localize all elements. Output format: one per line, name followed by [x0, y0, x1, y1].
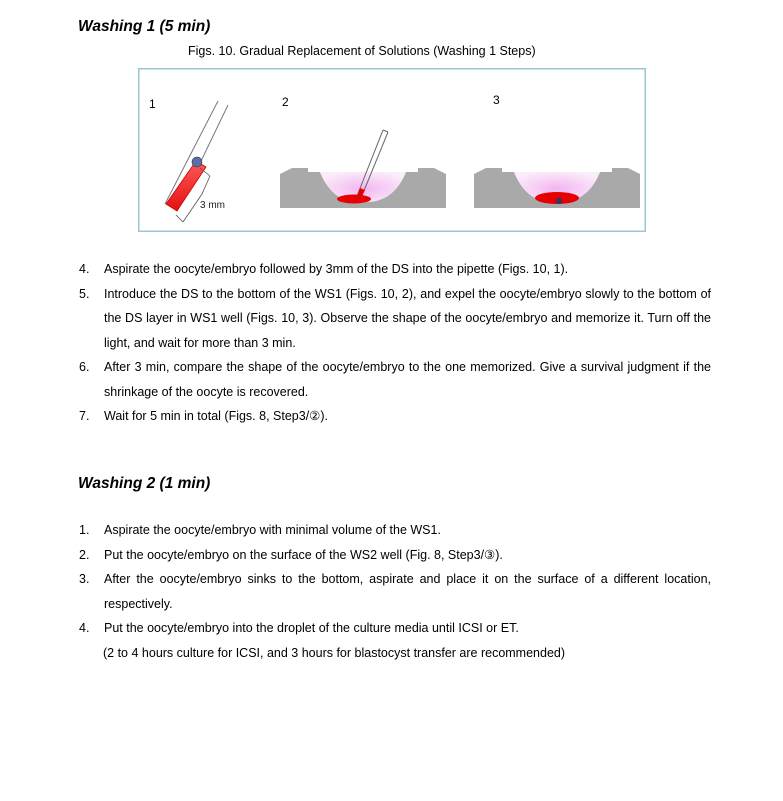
culture-note: (2 to 4 hours culture for ICSI, and 3 hours for blastocyst transfer are recommended)	[103, 646, 566, 660]
washing1-heading: Washing 1 (5 min)	[78, 18, 211, 35]
panel-label-2: 2	[282, 95, 289, 109]
washing2-heading: Washing 2 (1 min)	[78, 475, 211, 492]
list-item: 5. Introduce the DS to the bottom of the WS1 (Figs. 10, 2), and expel the oocyte/embryo slowly to the bottom of the DS layer in WS1 well (Figs. 10, 3). Observe the shape of the oocyte/embryo and memorize it. Turn off the light, and wait for more than 3 min.	[79, 286, 711, 350]
list-item: 4. Aspirate the oocyte/embryo followed by 3mm of the DS into the pipette (Figs. 10, 1).	[79, 262, 569, 276]
list-item: 4. Put the oocyte/embryo into the droplet of the culture media until ICSI or ET.	[79, 621, 519, 635]
oocyte-icon	[556, 198, 562, 204]
well-panel-3	[474, 168, 640, 208]
figure-caption: Figs. 10. Gradual Replacement of Solutions (Washing 1 Steps)	[188, 44, 536, 58]
washing2-steps	[0, 518, 783, 641]
list-item: 6. After 3 min, compare the shape of the oocyte/embryo to the one memorized. Give a survival judgment if the shrinkage of the oocyte is recovered.	[79, 360, 711, 399]
washing1-steps	[0, 257, 783, 429]
oocyte-icon	[192, 157, 202, 167]
panel-label-1: 1	[149, 97, 156, 111]
list-item: 7. Wait for 5 min in total (Figs. 8, Step3/②).	[79, 409, 329, 423]
panel-label-3: 3	[493, 93, 500, 107]
washing1-figure	[138, 68, 646, 232]
measure-label: 3 mm	[200, 200, 225, 211]
list-item: 1. Aspirate the oocyte/embryo with minimal volume of the WS1.	[79, 523, 441, 537]
list-item: 2. Put the oocyte/embryo on the surface of the WS2 well (Fig. 8, Step3/③).	[79, 547, 503, 562]
list-item: 3. After the oocyte/embryo sinks to the bottom, aspirate and place it on the surface of a different location, respectively.	[79, 572, 711, 611]
